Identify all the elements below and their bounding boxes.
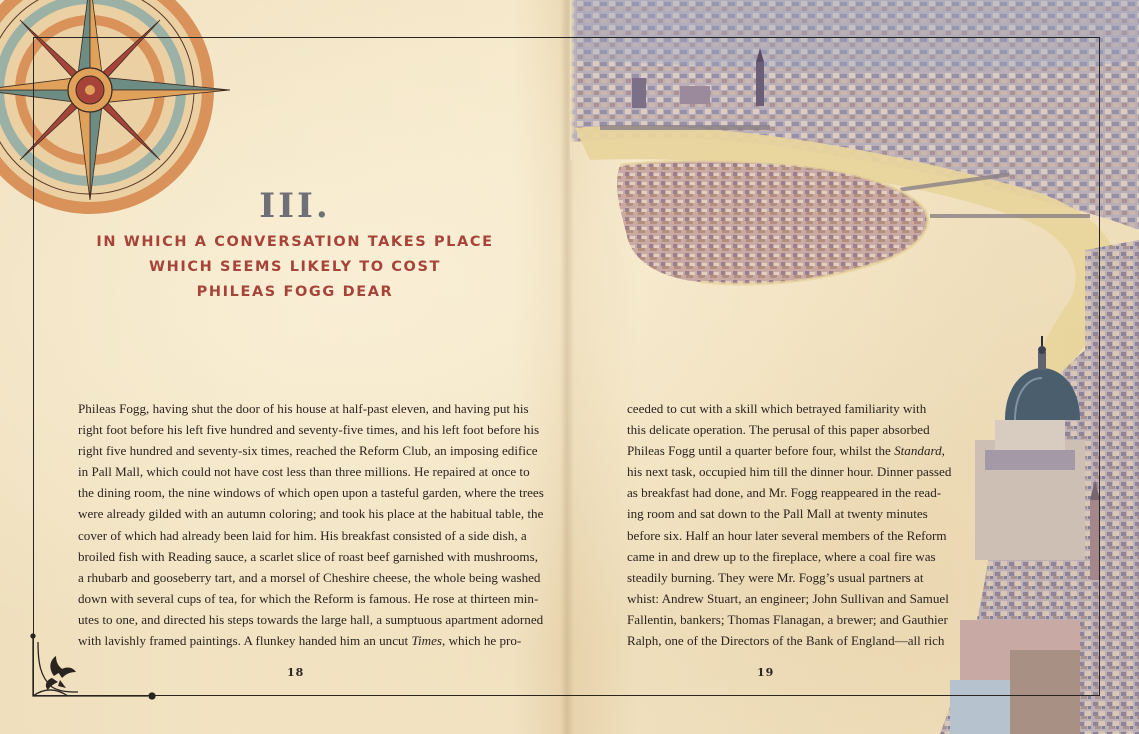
text-line: utes to one, and directed his steps towards the large hall, a sumptuous apartment adorned <box>78 611 544 627</box>
text-line: cover of which had already been laid for him. His breakfast consisted of a side dish, a <box>78 527 527 543</box>
chapter-number: III. <box>259 186 331 226</box>
text-line: right foot before his left five hundred and seventy-five times, and his left foot before his <box>78 422 540 438</box>
chapter-title-line: PHILEAS FOGG DEAR <box>196 284 394 300</box>
text-line: as breakfast had done, and Mr. Fogg reappeared in the read- <box>627 485 942 501</box>
text-line: steadily burning. They were Mr. Fogg’s usual partners at <box>627 569 924 585</box>
text-line: were already gilded with an autumn coloring; and took his place at the habitual table, the <box>78 506 544 522</box>
text-line: this delicate operation. The perusal of this paper absorbed <box>627 422 930 438</box>
text-line: ceeded to cut with a skill which betrayed familiarity with <box>627 401 927 416</box>
text-line: down with several cups of tea, for which the Reform is famous. He rose at thirteen min- <box>78 590 539 606</box>
text-line: a rhubarb and gooseberry tart, and a morsel of Cheshire cheese, the whole being washed <box>78 569 541 585</box>
text-line: Phileas Fogg, having shut the door of his house at half-past eleven, and having put his <box>78 401 529 416</box>
text-line: broiled fish with Reading sauce, a scarlet slice of roast beef garnished with mushrooms, <box>78 548 538 564</box>
text-line: in Pall Mall, which could not have cost less than three millions. He repaired at once to <box>78 464 530 480</box>
text-line: the dining room, the nine windows of which open upon a tasteful garden, where the trees <box>78 485 544 501</box>
text-line: came in and drew up to the fireplace, where a coal fire was <box>627 548 936 564</box>
right-page-body-text <box>627 398 952 651</box>
text-line: his next task, occupied him till the dinner hour. Dinner passed <box>627 464 952 480</box>
chapter-title-line: IN WHICH A CONVERSATION TAKES PLACE <box>96 234 494 250</box>
page-number-left: 18 <box>287 666 305 679</box>
page-number-right: 19 <box>757 666 775 679</box>
text-line: Ralph, one of the Directors of the Bank of England—all rich <box>627 633 945 649</box>
text-line: with lavishly framed paintings. A flunkey handed him an uncut Times, which he pro- <box>78 633 522 649</box>
text-line: before six. Half an hour later several members of the Reform <box>627 527 947 543</box>
text-line: Fallentin, bankers; Thomas Flanagan, a brewer; and Gauthier <box>627 611 948 627</box>
chapter-title-line: WHICH SEEMS LIKELY TO COST <box>149 259 441 275</box>
text-line: ing room and sat down to the Pall Mall at twenty minutes <box>627 506 928 522</box>
text-line: right five hundred and seventy-six times, reached the Reform Club, an imposing edifice <box>78 443 538 459</box>
text-line: whist: Andrew Stuart, an engineer; John Sullivan and Samuel <box>627 590 949 606</box>
left-page-body-text <box>78 398 544 651</box>
chapter-title <box>60 230 530 305</box>
text-line: Phileas Fogg until a quarter before four, whilst the Standard, <box>627 443 945 459</box>
